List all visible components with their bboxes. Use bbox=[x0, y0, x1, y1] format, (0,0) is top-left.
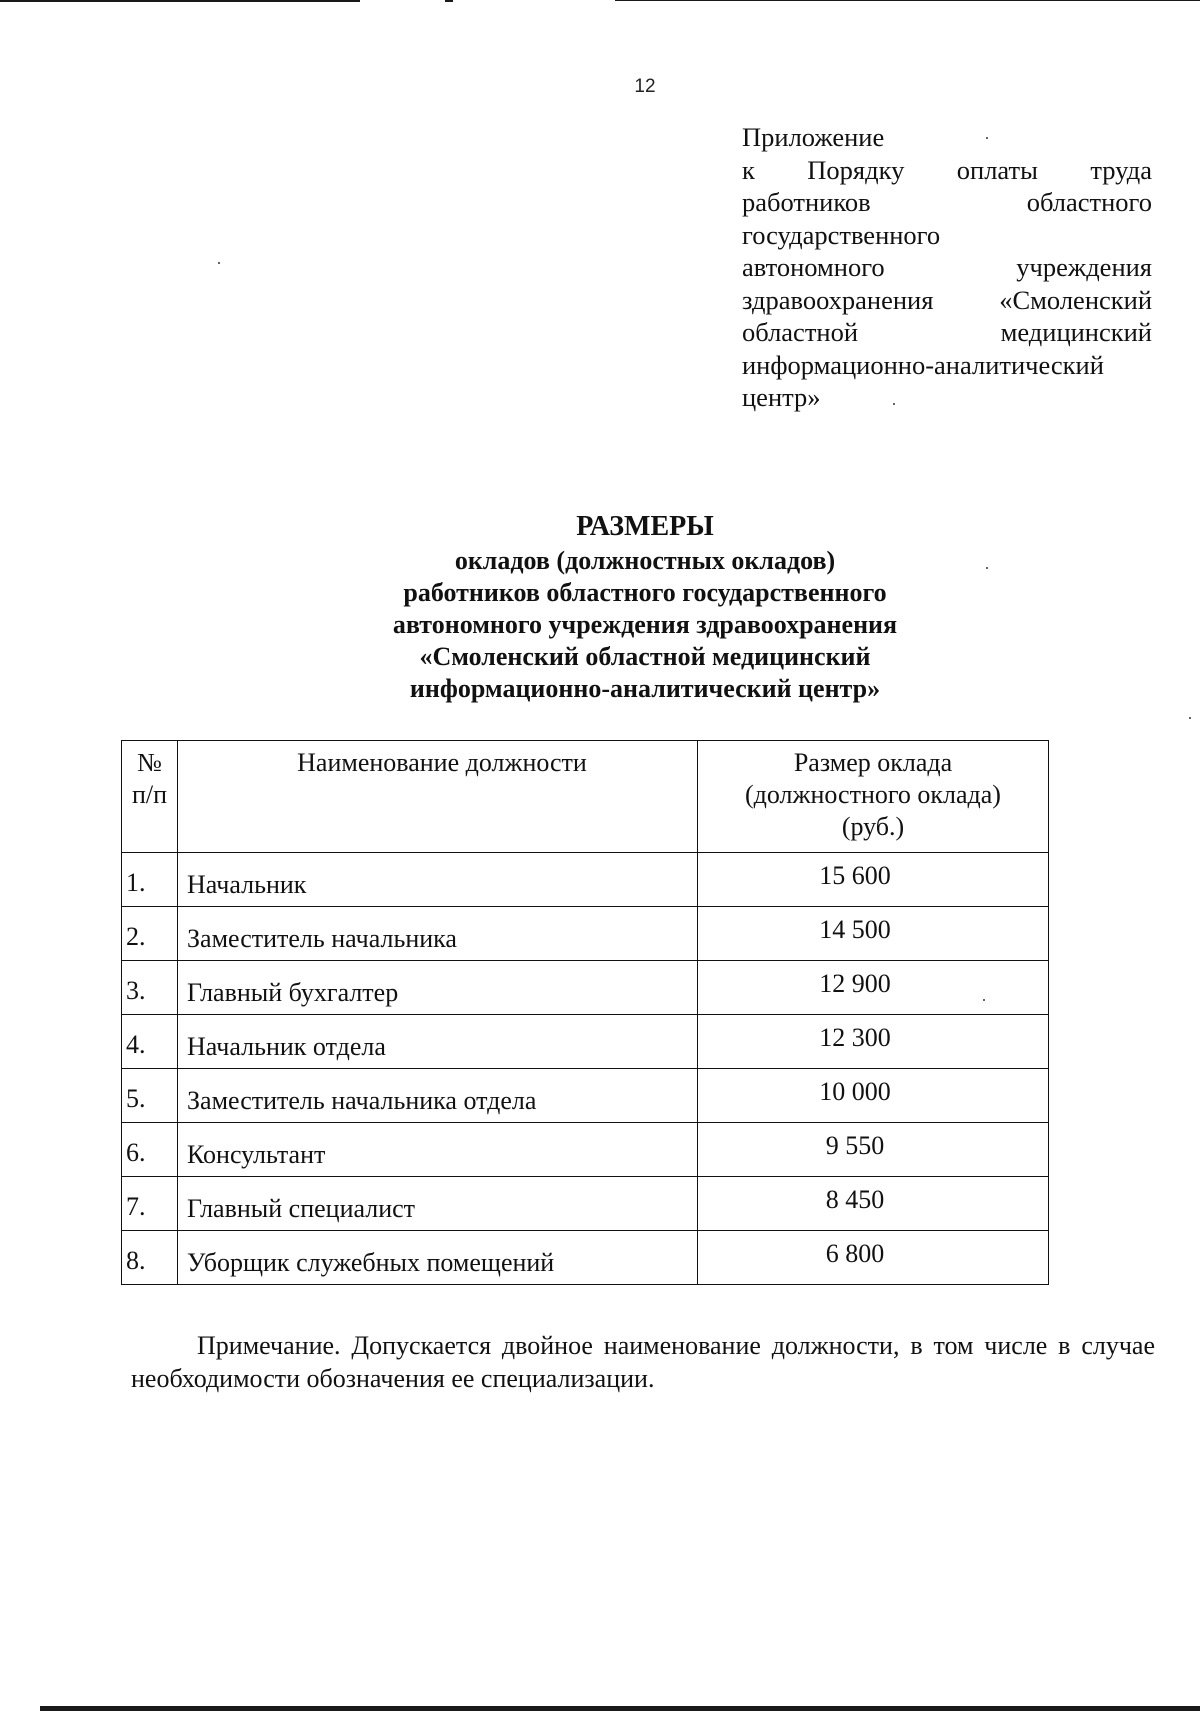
title-main: РАЗМЕРЫ bbox=[576, 511, 714, 542]
row-position: Начальник отдела bbox=[178, 1015, 698, 1069]
table-row bbox=[122, 1069, 1049, 1123]
page-number: 12 bbox=[634, 76, 656, 97]
document-title bbox=[0, 511, 1200, 705]
appendix-line bbox=[742, 251, 1152, 284]
appendix-word: оплаты bbox=[956, 154, 1038, 185]
scan-edge-top-left bbox=[0, 0, 360, 2]
row-number: 5. bbox=[122, 1069, 178, 1123]
header-position: Наименование должности bbox=[178, 741, 698, 853]
title-line: «Смоленский областной медицинский bbox=[419, 642, 871, 671]
appendix-word: центр» bbox=[742, 382, 821, 412]
row-salary: 12 900 bbox=[698, 961, 1049, 1015]
header-salary-line: (руб.) bbox=[841, 812, 905, 841]
appendix-word: информационно-аналитический bbox=[742, 349, 1104, 380]
table-row bbox=[122, 907, 1049, 961]
row-position: Консультант bbox=[178, 1123, 698, 1177]
table-body bbox=[122, 853, 1049, 1285]
row-number: 6. bbox=[122, 1123, 178, 1177]
note-paragraph: Примечание. Допускается двойное наименование должности, в том числе в случае необходимости обозначения ее специализации. bbox=[131, 1331, 1155, 1393]
title-line: работников областного государственного bbox=[403, 578, 887, 607]
row-position: Главный специалист bbox=[178, 1177, 698, 1231]
row-salary: 9 550 bbox=[698, 1123, 1049, 1177]
appendix-word: учреждения bbox=[1016, 252, 1152, 282]
appendix-line bbox=[742, 154, 1152, 187]
row-position: Заместитель начальника отдела bbox=[178, 1069, 698, 1123]
appendix-word: работников bbox=[742, 187, 871, 217]
appendix-word: «Смоленский bbox=[999, 284, 1152, 315]
header-number-line: № bbox=[137, 748, 162, 777]
row-number: 4. bbox=[122, 1015, 178, 1069]
table-row bbox=[122, 853, 1049, 907]
header-number-line: п/п bbox=[131, 780, 168, 809]
title-line: информационно-аналитический центр» bbox=[409, 674, 881, 703]
appendix-line bbox=[742, 316, 1152, 349]
row-number: 3. bbox=[122, 961, 178, 1015]
row-salary: 10 000 bbox=[698, 1069, 1049, 1123]
table-row bbox=[122, 1177, 1049, 1231]
appendix-word: к bbox=[742, 154, 755, 185]
header-number bbox=[122, 741, 178, 853]
scan-edge-bottom bbox=[40, 1706, 1200, 1711]
table-row bbox=[122, 1123, 1049, 1177]
appendix-word: областного bbox=[1026, 187, 1152, 217]
appendix-line bbox=[742, 284, 1152, 317]
appendix-word: здравоохранения bbox=[742, 284, 934, 315]
table-row bbox=[122, 961, 1049, 1015]
scan-speck bbox=[218, 262, 220, 264]
row-salary: 12 300 bbox=[698, 1015, 1049, 1069]
row-position: Главный бухгалтер bbox=[178, 961, 698, 1015]
appendix-line bbox=[742, 186, 1152, 219]
title-line: автономного учреждения здравоохранения bbox=[392, 610, 898, 639]
row-salary: 14 500 bbox=[698, 907, 1049, 961]
row-number: 8. bbox=[122, 1231, 178, 1285]
appendix-word: Приложение bbox=[742, 122, 885, 152]
row-number: 1. bbox=[122, 853, 178, 907]
appendix-word: медицинский bbox=[1000, 317, 1152, 347]
appendix-word: областной bbox=[742, 317, 859, 347]
salary-table bbox=[121, 740, 1049, 1285]
appendix-word: автономного bbox=[742, 252, 885, 282]
row-number: 2. bbox=[122, 907, 178, 961]
appendix-line bbox=[742, 349, 1152, 382]
scan-speck bbox=[1189, 717, 1191, 719]
row-position: Уборщик служебных помещений bbox=[178, 1231, 698, 1285]
header-salary-line: Размер оклада bbox=[793, 748, 953, 777]
scan-edge-top-mid bbox=[445, 0, 453, 2]
row-position: Заместитель начальника bbox=[178, 907, 698, 961]
appendix-header bbox=[742, 121, 1152, 414]
appendix-line bbox=[742, 219, 1152, 252]
appendix-word: государственного bbox=[742, 219, 941, 250]
header-salary bbox=[698, 741, 1049, 853]
row-number: 7. bbox=[122, 1177, 178, 1231]
title-line: окладов (должностных окладов) bbox=[454, 546, 836, 575]
appendix-word: труда bbox=[1090, 154, 1152, 185]
row-salary: 8 450 bbox=[698, 1177, 1049, 1231]
appendix-word: Порядку bbox=[807, 154, 905, 185]
row-salary: 6 800 bbox=[698, 1231, 1049, 1285]
appendix-line bbox=[742, 381, 1152, 414]
header-salary-line: (должностного оклада) bbox=[745, 780, 1001, 809]
table-header-row bbox=[122, 741, 1049, 853]
appendix-line bbox=[742, 121, 1152, 154]
row-salary: 15 600 bbox=[698, 853, 1049, 907]
table-row bbox=[122, 1015, 1049, 1069]
table-row bbox=[122, 1231, 1049, 1285]
row-position: Начальник bbox=[178, 853, 698, 907]
scan-edge-top-right bbox=[615, 0, 1200, 1]
